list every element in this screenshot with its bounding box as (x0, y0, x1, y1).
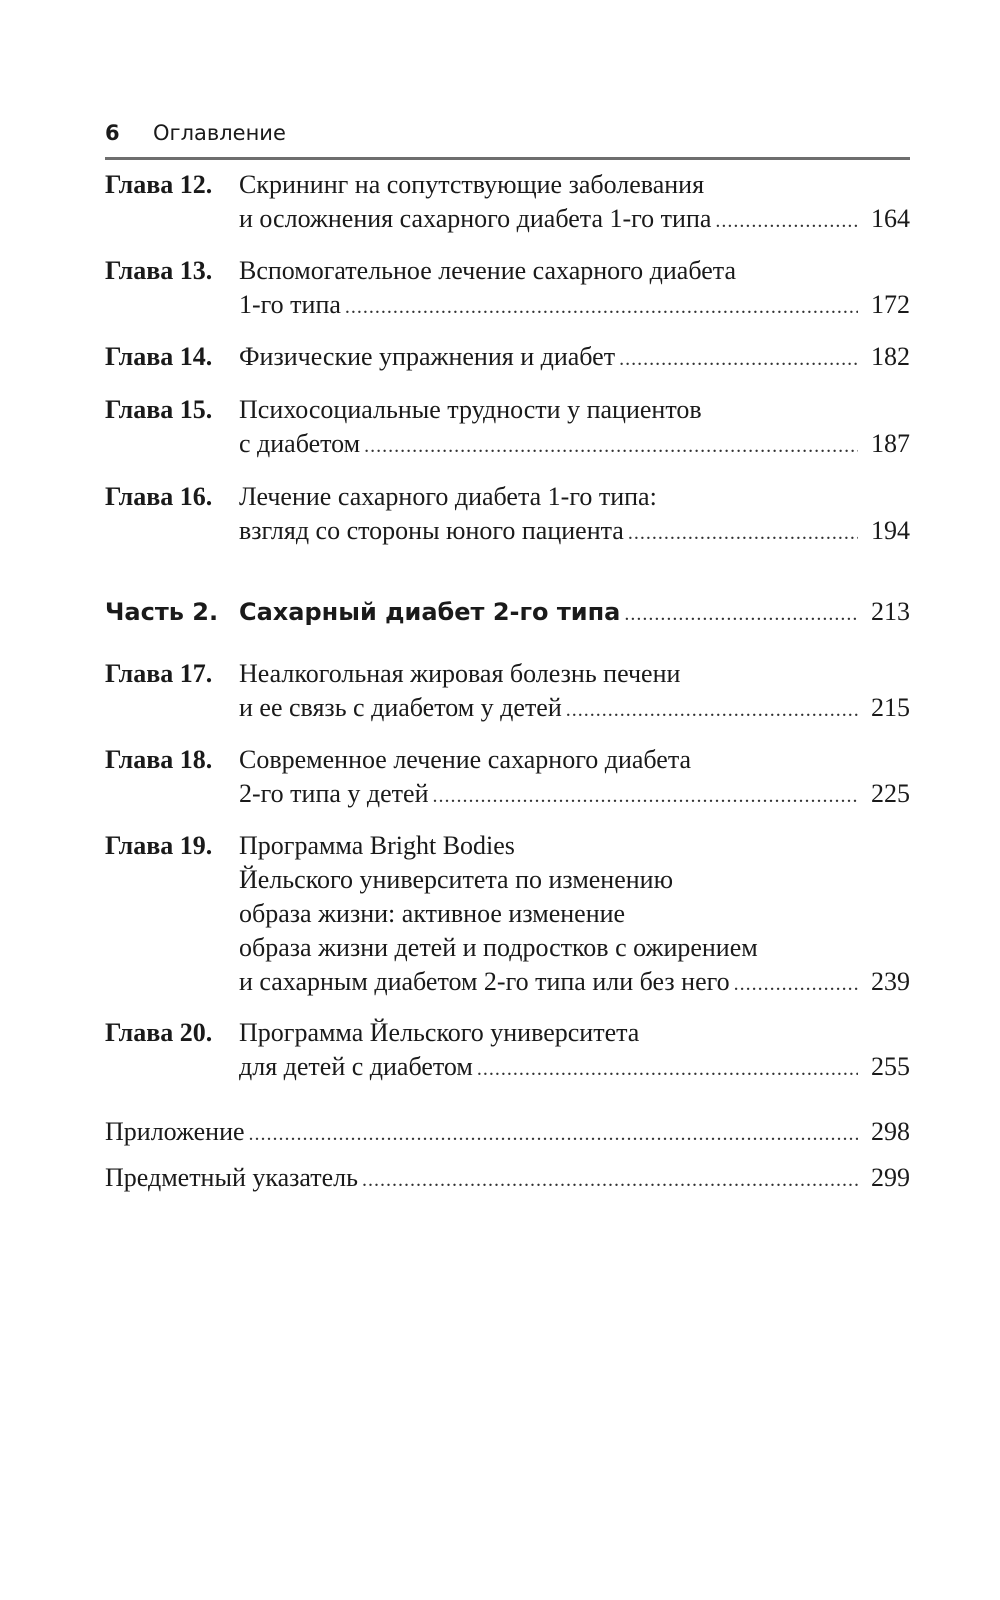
title-line: Приложение (105, 1117, 245, 1146)
page-ref: 194 (871, 516, 910, 545)
chapter-label: Глава 13. (105, 256, 213, 285)
title-line: Программа Bright Bodies (239, 831, 515, 860)
page-ref: 225 (871, 779, 910, 808)
title-line: и осложнения сахарного диабета 1-го типа (239, 204, 712, 233)
title-line: Предметный указатель (105, 1163, 359, 1192)
title-line: с диабетом (239, 429, 361, 458)
page-ref: 299 (871, 1163, 910, 1192)
title-line: Вспомогательное лечение сахарного диабета (239, 256, 736, 285)
page-ref: 182 (871, 342, 910, 371)
page-ref: 239 (871, 967, 910, 996)
page-ref: 172 (871, 290, 910, 319)
dot-leader (477, 1052, 858, 1086)
page-ref: 255 (871, 1052, 910, 1081)
chapter-label: Глава 14. (105, 342, 213, 371)
page-ref: 187 (871, 429, 910, 458)
title-line: Скрининг на сопутствующие заболевания (239, 170, 705, 199)
title-line: 1-го типа (239, 290, 341, 319)
chapter-label: Глава 12. (105, 170, 213, 199)
dot-leader (433, 779, 859, 813)
part-label: Часть 2. (105, 598, 219, 626)
chapter-label: Глава 17. (105, 659, 213, 688)
title-line: Современное лечение сахарного диабета (239, 745, 692, 774)
dot-leader (624, 597, 858, 631)
chapter-label: Глава 20. (105, 1018, 213, 1047)
title-line: Лечение сахарного диабета 1-го типа: (239, 482, 657, 511)
title-line: Неалкогольная жировая болезнь печени (239, 659, 681, 688)
dot-leader (364, 429, 858, 463)
title-line: Психосоциальные трудности у пациентов (239, 395, 702, 424)
page-ref: 215 (871, 693, 910, 722)
page-ref: 164 (871, 204, 910, 233)
dot-leader (345, 290, 858, 324)
dot-leader (628, 516, 858, 550)
dot-leader (249, 1117, 858, 1151)
dot-leader (734, 967, 858, 1001)
title-line: образа жизни детей и подростков с ожирением (239, 933, 758, 962)
page-ref: 213 (871, 597, 910, 626)
chapter-label: Глава 18. (105, 745, 213, 774)
title-line: и ее связь с диабетом у детей (239, 693, 562, 722)
title-line: Программа Йельского университета (239, 1018, 640, 1047)
title-line: образа жизни: активное изменение (239, 899, 626, 928)
title-line: и сахарным диабетом 2-го типа или без него (239, 967, 730, 996)
page-number: 6 (105, 121, 120, 145)
part-title: Сахарный диабет 2-го типа (239, 598, 621, 626)
page-ref: 298 (871, 1117, 910, 1146)
title-line: для детей с диабетом (239, 1052, 473, 1081)
title-line: Физические упражнения и диабет (239, 342, 616, 371)
running-header (105, 118, 910, 160)
chapter-label: Глава 16. (105, 482, 213, 511)
title-line: взгляд со стороны юного пациента (239, 516, 624, 545)
dot-leader (566, 693, 858, 727)
title-line: 2-го типа у детей (239, 779, 429, 808)
dot-leader (619, 342, 858, 376)
title-line: Йельского университета по изменению (239, 865, 674, 894)
dot-leader (362, 1163, 858, 1197)
chapter-label: Глава 19. (105, 831, 213, 860)
running-title: Оглавление (153, 121, 286, 145)
chapter-label: Глава 15. (105, 395, 213, 424)
dot-leader (715, 204, 858, 238)
